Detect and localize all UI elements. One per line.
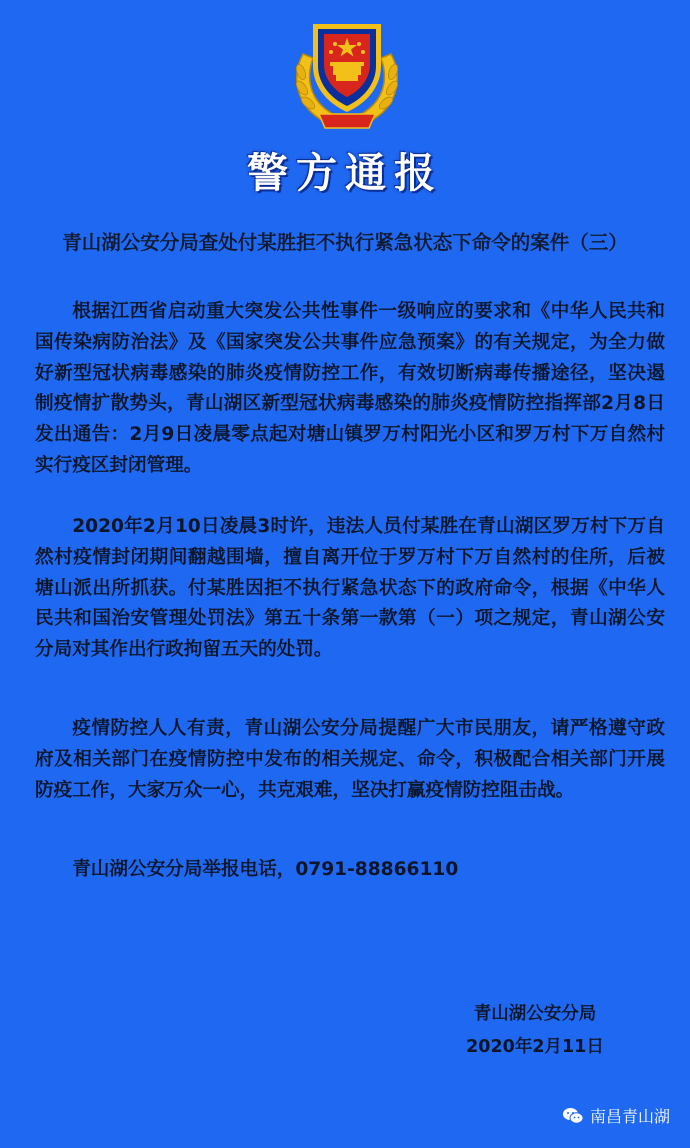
signature-date: 2020年2月11日 (466, 1037, 604, 1057)
police-emblem-icon (285, 14, 409, 132)
report-hotline (35, 855, 665, 886)
paragraph-text: 根据江西省启动重大突发公共性事件一级响应的要求和《中华人民共和国传染病防治法》及《国家突发公共事件应急预案》的有关规定，为全力做好新型冠状病毒感染的肺炎疫情防控工作，有效切断病毒传播途径，坚决遏制疫情扩散势头，青山湖区新型冠状病毒感染的肺炎疫情防控指挥部2月8日发出通告：2月9日凌晨零点起对塘山镇罗万村阳光小区和罗万村下万自然村实行疫区封闭管理。 (35, 301, 665, 476)
body-paragraph-2 (35, 512, 665, 666)
account-watermark (562, 1104, 670, 1127)
notice-title: 警方通报 (247, 149, 443, 197)
paragraph-text: 疫情防控人人有责，青山湖公安分局提醒广大市民朋友，请严格遵守政府及相关部门在疫情防控中发布的相关规定、命令，积极配合相关部门开展防疫工作，大家万众一心，共克艰难，坚决打赢疫情防控阻击战。 (35, 718, 665, 801)
signature-block (440, 998, 630, 1064)
signature-org: 青山湖公安分局 (473, 1004, 597, 1024)
watermark-text: 南昌青山湖 (589, 1107, 670, 1126)
body-paragraph-1 (35, 297, 665, 482)
wechat-icon (562, 1107, 584, 1125)
hotline-text: 青山湖公安分局举报电话，0791-88866110 (72, 859, 459, 880)
body-paragraph-3 (35, 714, 665, 806)
case-title: 青山湖公安分局查处付某胜拒不执行紧急状态下命令的案件（三） (62, 231, 628, 254)
paragraph-text: 2020年2月10日凌晨3时许，违法人员付某胜在青山湖区罗万村下万自然村疫情封闭期间翻越围墙，擅自离开位于罗万村下万自然村的住所，后被塘山派出所抓获。付某胜因拒不执行紧急状态下的政府命令，根据《中华人民共和国治安管理处罚法》第五十条第一款第（一）项之规定，青山湖公安分局对其作出行政拘留五天的处罚。 (35, 516, 665, 661)
